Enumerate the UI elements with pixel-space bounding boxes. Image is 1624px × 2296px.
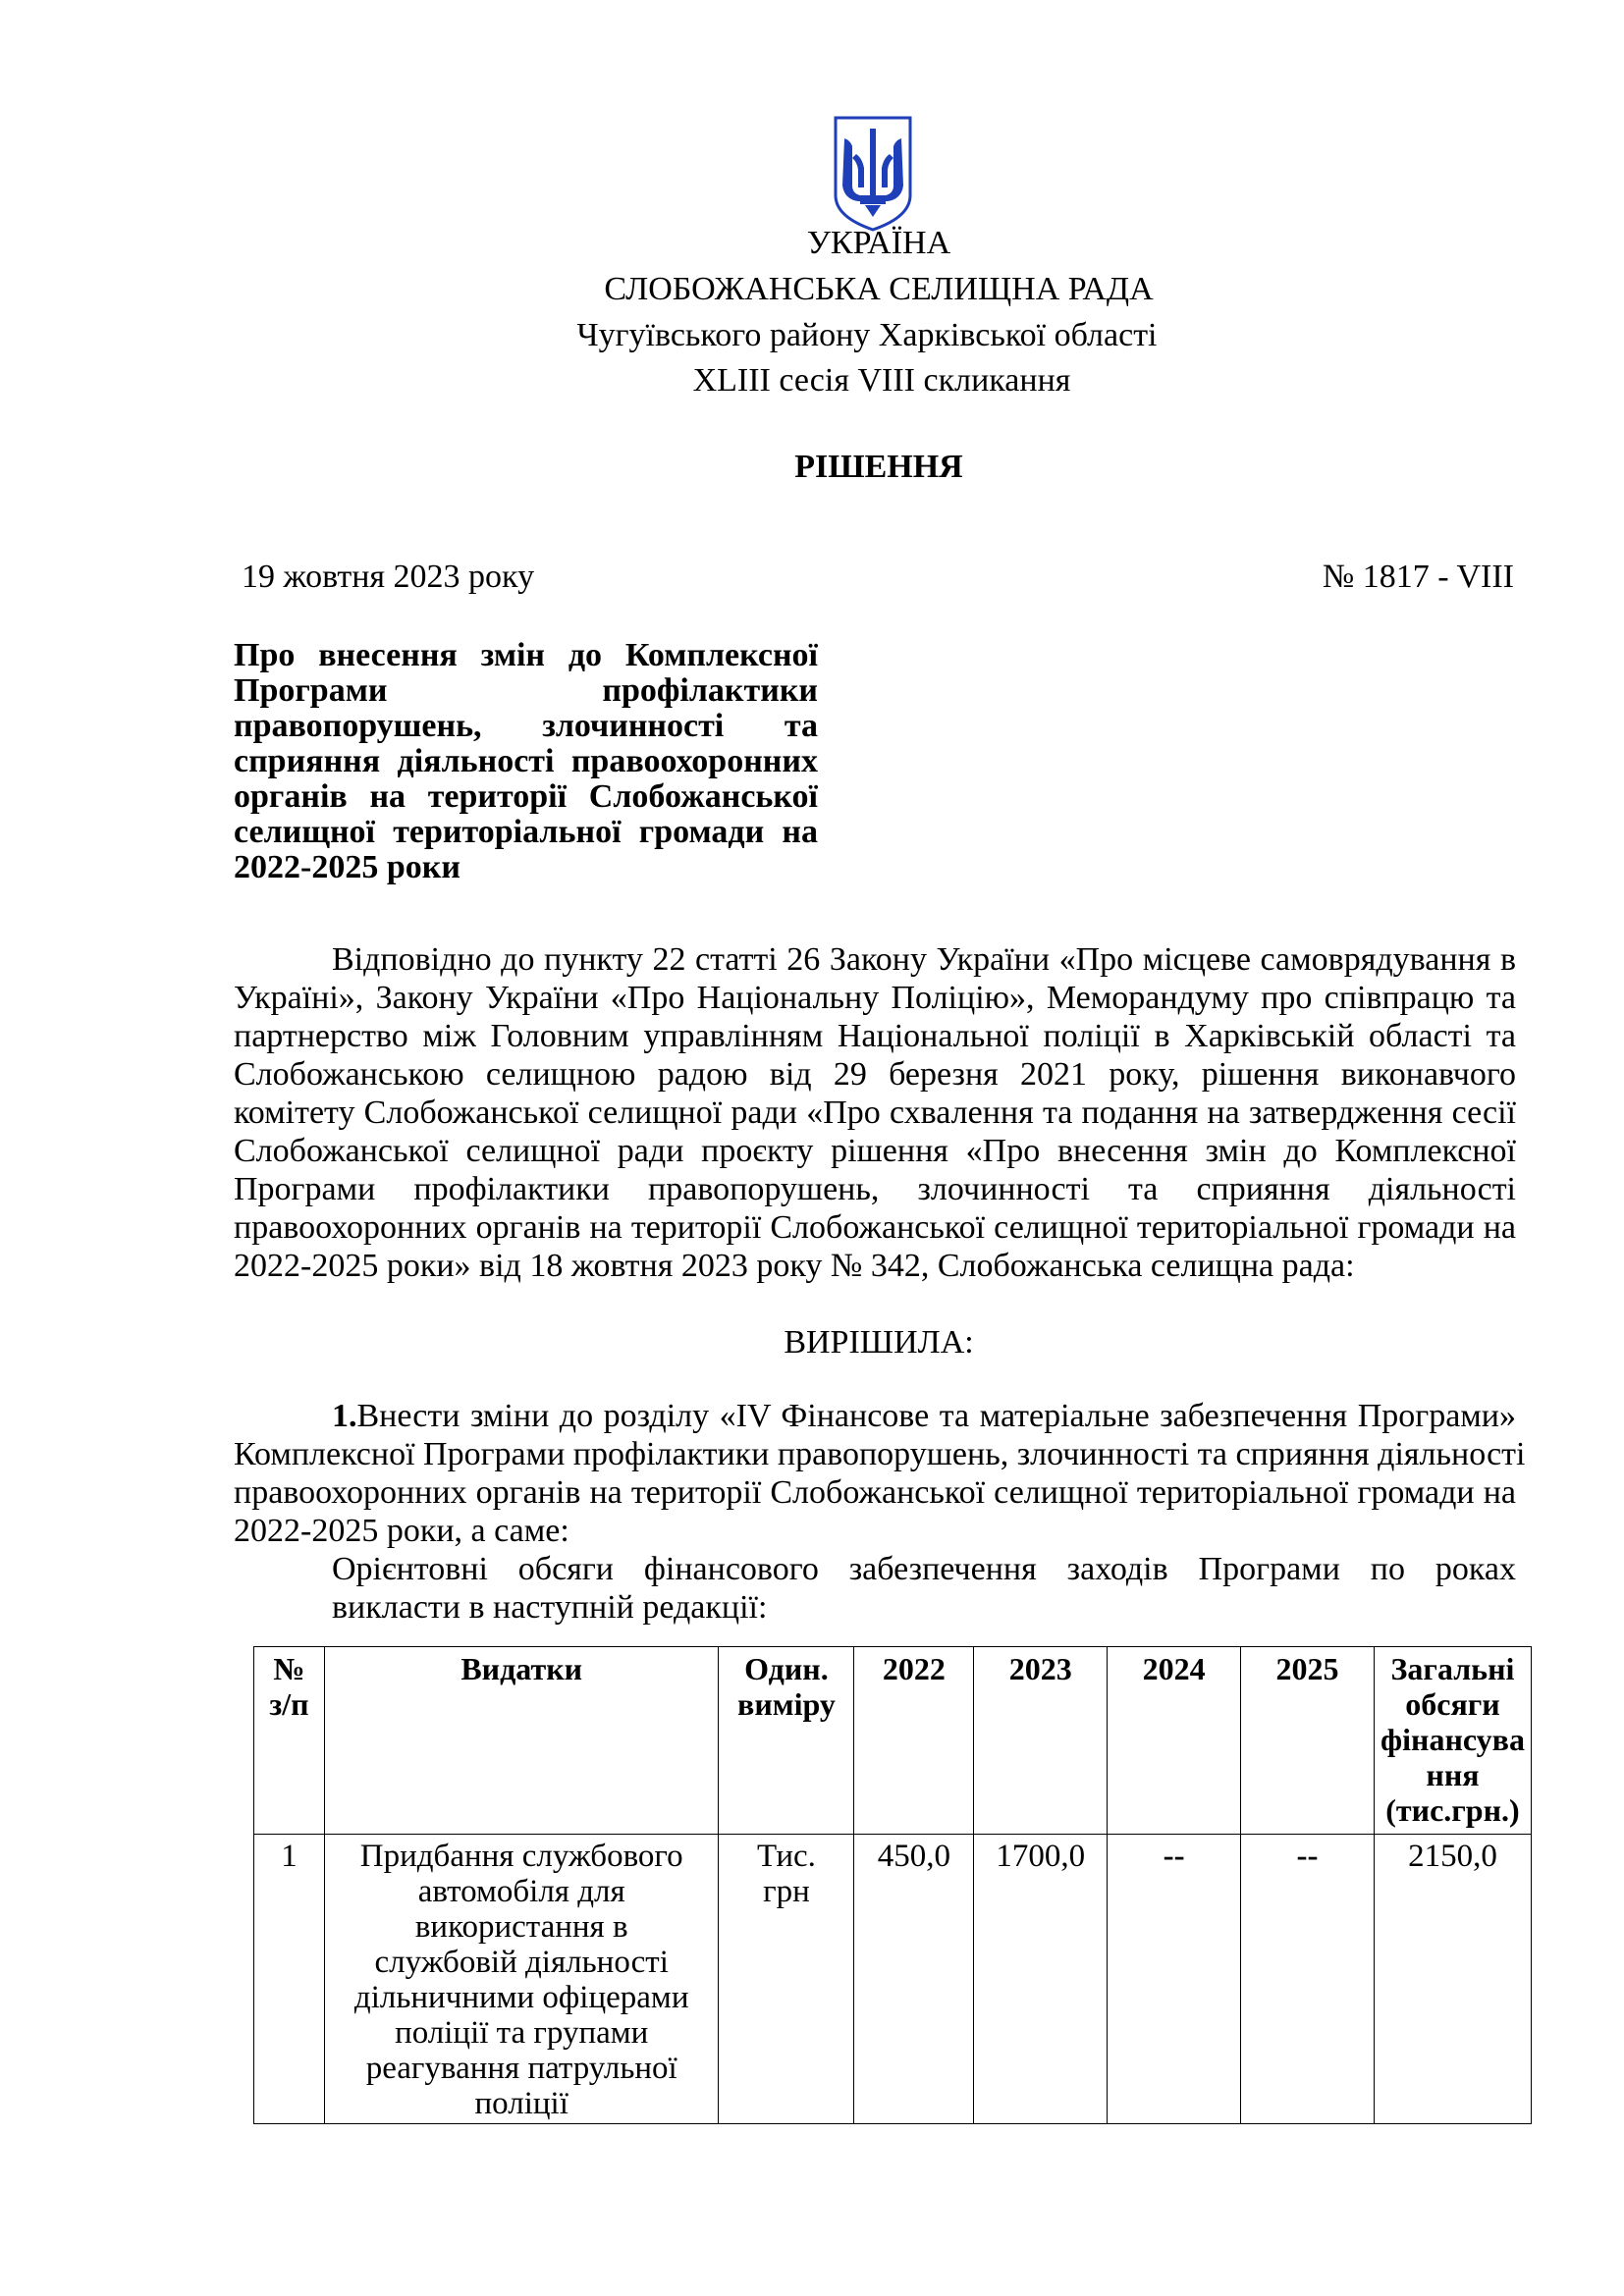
header-expenses: Видатки: [324, 1647, 719, 1835]
item-1-sub-line: Орієнтовні обсяги фінансового забезпечення заходів Програми по роках: [332, 1551, 1516, 1587]
preamble-line: Слобожанською селищною радою від 29 березня 2021 року, рішення виконавчого: [234, 1056, 1516, 1093]
document-type: РІШЕННЯ: [794, 449, 963, 485]
preamble-line: Україні», Закону України «Про Національну Поліцію», Меморандуму про співпрацю та: [234, 980, 1516, 1016]
cell-expense: Придбання службового автомобіля для використання в службовій діяльності дільничними офіцерами поліції та групами реагування патрульної поліції: [324, 1835, 719, 2124]
cell-2024: --: [1108, 1835, 1241, 2124]
preamble-line: 2022-2025 роки» від 18 жовтня 2023 року № 342, Слобожанська селищна рада:: [234, 1248, 1355, 1284]
title-line: сприяння діяльності правоохоронних: [234, 743, 818, 779]
preamble-line: партнерство між Головним управлінням Національної поліції в Харківській області та: [234, 1018, 1516, 1054]
cell-unit: Тис. грн: [719, 1835, 854, 2124]
cell-num: 1: [254, 1835, 325, 2124]
title-line: органів на території Слобожанської: [234, 778, 818, 815]
decided-heading: ВИРІШИЛА:: [784, 1324, 974, 1361]
session-line: XLIII сесія VIII скликання: [692, 362, 1071, 399]
decision-number: № 1817 - VIII: [1322, 559, 1514, 595]
cell-2025: --: [1241, 1835, 1375, 2124]
item-1-line: [234, 1397, 1516, 1435]
title-line: Про внесення змін до Комплексної: [234, 637, 818, 673]
cell-2023: 1700,0: [974, 1835, 1108, 2124]
coat-of-arms-icon: [833, 115, 913, 233]
item-1-line: 2022-2025 роки, а саме:: [234, 1513, 569, 1549]
table-header-row: [254, 1647, 1532, 1835]
item-1-paragraph: [234, 1397, 1526, 1550]
header-2022: 2022: [854, 1647, 974, 1835]
country-title: УКРАЇНА: [806, 225, 951, 261]
header-2025: 2025: [1241, 1647, 1375, 1835]
title-line: селищної територіальної громади на: [234, 814, 818, 850]
preamble-line: Відповідно до пункту 22 статті 26 Закону України «Про місцеве самоврядування в: [332, 941, 1516, 978]
item-1-sub-line: викласти в наступній редакції:: [332, 1589, 768, 1626]
item-1-subparagraph: [332, 1550, 1516, 1627]
cell-total: 2150,0: [1374, 1835, 1531, 2124]
preamble-line: Слобожанської селищної ради проєкту рішення «Про внесення змін до Комплексної: [234, 1133, 1516, 1169]
decision-date: 19 жовтня 2023 року: [242, 559, 535, 595]
title-line: правопорушень, злочинності та: [234, 708, 818, 744]
table-row: [254, 1835, 1532, 2124]
header-2023: 2023: [974, 1647, 1108, 1835]
preamble-line: комітету Слобожанської селищної ради «Про схвалення та подання на затвердження сесії: [234, 1095, 1516, 1131]
council-title: СЛОБОЖАНСЬКА СЕЛИЩНА РАДА: [604, 271, 1154, 307]
header-unit: Один. виміру: [719, 1647, 854, 1835]
preamble-line: Програми профілактики правопорушень, злочинності та сприяння діяльності: [234, 1171, 1516, 1207]
item-1-text: Внести зміни до розділу «IV Фінансове та матеріальне забезпечення Програми»: [356, 1398, 1516, 1434]
financing-table: [253, 1646, 1532, 2124]
item-1-line: правоохоронних органів на території Слобожанської селищної територіальної громади на: [234, 1474, 1516, 1511]
item-1-number: 1.: [332, 1398, 357, 1434]
title-line: 2022-2025 роки: [234, 849, 460, 885]
cell-2022: 450,0: [854, 1835, 974, 2124]
preamble-paragraph: [234, 940, 1516, 1285]
header-2024: 2024: [1108, 1647, 1241, 1835]
district-line: Чугуївського району Харківської області: [576, 317, 1158, 353]
header-num: № з/п: [254, 1647, 325, 1835]
header-total: Загальні обсяги фінансува ння (тис.грн.): [1374, 1647, 1531, 1835]
preamble-line: правоохоронних органів на території Слобожанської селищної територіальної громади на: [234, 1209, 1516, 1246]
item-1-line: Комплексної Програми профілактики правопорушень, злочинності та сприяння діяльності: [234, 1436, 1526, 1472]
decision-title: [234, 638, 818, 885]
title-line: Програми профілактики: [234, 672, 818, 709]
